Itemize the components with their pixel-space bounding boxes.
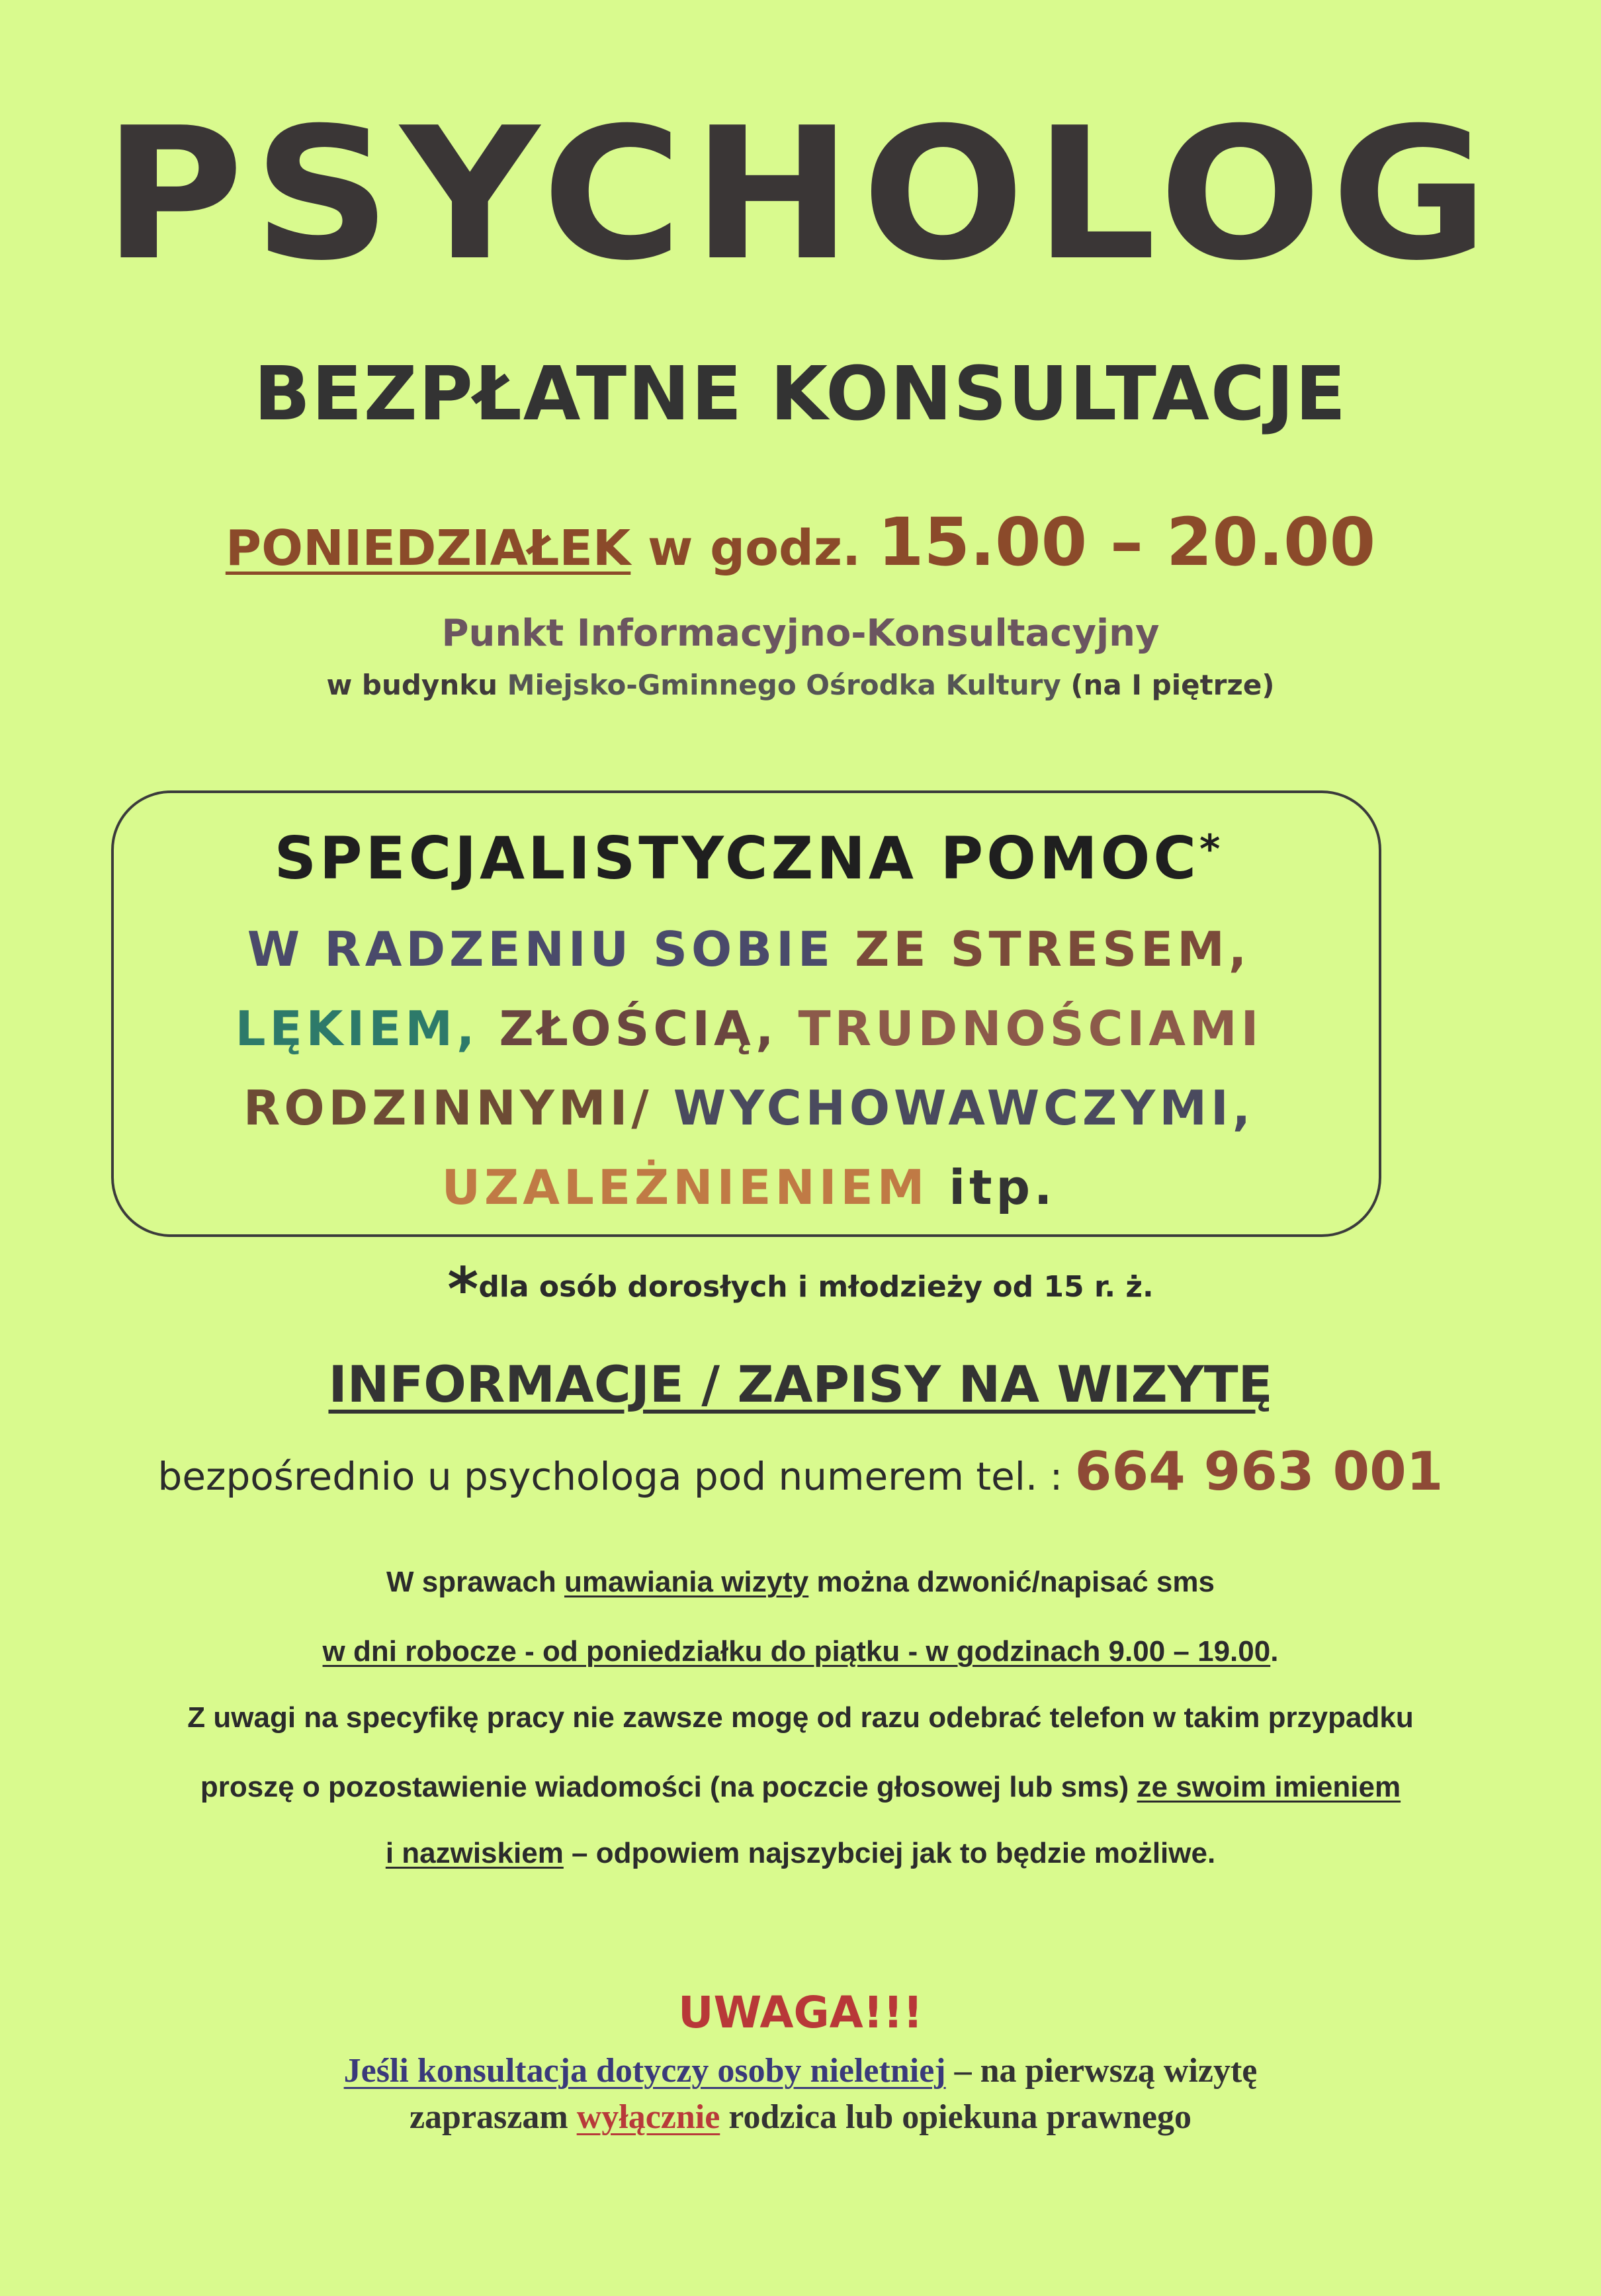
p4-a: proszę o pozostawienie wiadomości (na poczcie głosowej lub sms) [200, 1771, 1137, 1803]
place-location-c: (na I piętrze) [1060, 669, 1275, 701]
p1-b: umawiania wizyty [564, 1566, 809, 1598]
help-box-line-2-b: ZE STRESEM, [855, 921, 1251, 977]
phone-text: bezpośrednio u psychologa pod numerem tel. : [157, 1454, 1075, 1499]
info-heading: INFORMACJE / ZAPISY NA WIZYTĘ [328, 1355, 1273, 1414]
place-name: Punkt Informacyjno-Konsultacyjny [441, 612, 1160, 655]
place-location-b: Miejsko-Gminnego Ośrodka Kultury [507, 669, 1061, 701]
age-note [0, 1255, 1601, 1324]
help-box-heading [114, 824, 1384, 892]
help-box-line-5-b: itp. [949, 1160, 1057, 1215]
help-box-line-3-a: LĘKIEM, [235, 1001, 499, 1056]
warning-line-2-a: zapraszam [409, 2098, 577, 2136]
help-box-line-2 [114, 921, 1384, 977]
warning-line-1-a: Jeśli konsultacja dotyczy osoby nieletniej [343, 2052, 946, 2090]
paragraph-line-5 [0, 1839, 1601, 1868]
help-box-heading-text: SPECJALISTYCZNA POMOC [274, 824, 1199, 892]
p4-b: ze swoim imieniem [1137, 1771, 1401, 1803]
phone-line [0, 1441, 1601, 1502]
help-box-line-5-a: UZALEŻNIENIEM [441, 1160, 949, 1215]
warning-line-1 [0, 2054, 1601, 2088]
place-location-a: w budynku [326, 669, 507, 701]
warning-title: UWAGA!!! [677, 1987, 924, 2038]
help-box-line-2-a: W RADZENIU SOBIE [247, 921, 855, 977]
help-box-asterisk: * [1199, 826, 1224, 872]
place-location [0, 671, 1601, 699]
page-title: PSYCHOLOG [103, 89, 1498, 301]
warning-line-2 [0, 2100, 1601, 2135]
schedule-time: 15.00 – 20.00 [877, 503, 1376, 581]
help-box-line-3 [114, 1001, 1384, 1056]
help-box-line-5 [114, 1160, 1384, 1215]
warning-line-2-b: wyłącznie [576, 2098, 720, 2136]
p2-a: w dni robocze - od poniedziałku do piątku - w godzinach 9.00 – 19.00 [322, 1635, 1271, 1668]
p5-a: i nazwiskiem [385, 1837, 564, 1869]
schedule-day: PONIEDZIAŁEK [225, 520, 631, 577]
help-box-line-4-a: RODZINNYMI/ [243, 1080, 673, 1136]
p1-c: można dzwonić/napisać sms [808, 1566, 1215, 1598]
p1-a: W sprawach [386, 1566, 564, 1598]
warning-line-2-c: rodzica lub opiekuna prawnego [720, 2098, 1192, 2136]
schedule-mid: w godz. [630, 520, 878, 577]
phone-number: 664 963 001 [1074, 1441, 1444, 1502]
p2-b: . [1270, 1635, 1279, 1668]
paragraph-line-3: Z uwagi na specyfikę pracy nie zawsze mogę od razu odebrać telefon w takim przypadku [187, 1701, 1414, 1734]
help-box [111, 790, 1381, 1237]
warning-line-1-b: – na pierwszą wizytę [945, 2052, 1258, 2090]
schedule-line [0, 503, 1601, 581]
help-box-line-4-b: WYCHOWAWCZYMI, [673, 1080, 1255, 1136]
paragraph-line-1 [0, 1568, 1601, 1597]
help-box-line-4 [114, 1080, 1384, 1136]
paragraph-line-4 [0, 1773, 1601, 1802]
paragraph-line-2 [0, 1637, 1601, 1666]
subtitle: BEZPŁATNE KONSULTACJE [253, 351, 1348, 437]
help-box-line-3-b: ZŁOŚCIĄ, [499, 1001, 799, 1056]
help-box-line-3-c: TRUDNOŚCIAMI [798, 1001, 1263, 1056]
age-note-text: dla osób dorosłych i młodzieży od 15 r. ż. [478, 1270, 1154, 1304]
age-note-asterisk: * [447, 1255, 479, 1324]
p5-b: – odpowiem najszybciej jak to będzie możliwe. [563, 1837, 1216, 1869]
